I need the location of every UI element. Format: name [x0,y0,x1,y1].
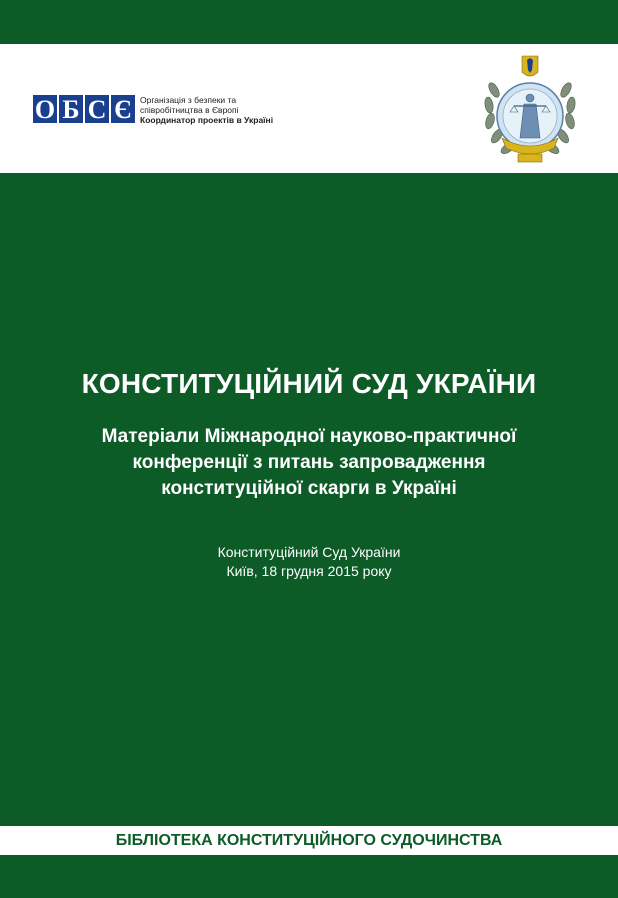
osce-letter: О [34,95,56,124]
subtitle [40,424,578,502]
publisher-info [0,543,618,581]
page-title: КОНСТИТУЦІЙНИЙ СУД УКРАЇНИ [81,368,537,399]
footer-band [0,826,618,855]
osce-caption-line3: Координатор проектів в Україні [140,115,274,125]
subtitle-line: конференції з питань запровадження [132,452,486,473]
osce-letter: С [85,95,109,123]
osce-caption-line2: співробітництва в Європі [140,105,239,115]
osce-logo [33,95,273,125]
top-green-strip [0,0,618,44]
osce-letter: Б [59,95,83,123]
osce-caption [140,95,273,125]
subtitle-line: конституційної скарги в Україні [161,478,457,499]
osce-letter-group [33,95,135,123]
osce-caption-line1: Організація з безпеки та [140,95,237,105]
constitutional-court-emblem-icon [480,50,580,168]
series-title: БІБЛІОТЕКА КОНСТИТУЦІЙНОГО СУДОЧИНСТВА [115,832,503,849]
publication-place-date: Київ, 18 грудня 2015 року [226,563,392,579]
publisher-name: Конституційний Суд України [217,544,401,560]
osce-letter: Є [111,95,135,123]
subtitle-line: Матеріали Міжнародної науково-практичної [101,426,517,447]
